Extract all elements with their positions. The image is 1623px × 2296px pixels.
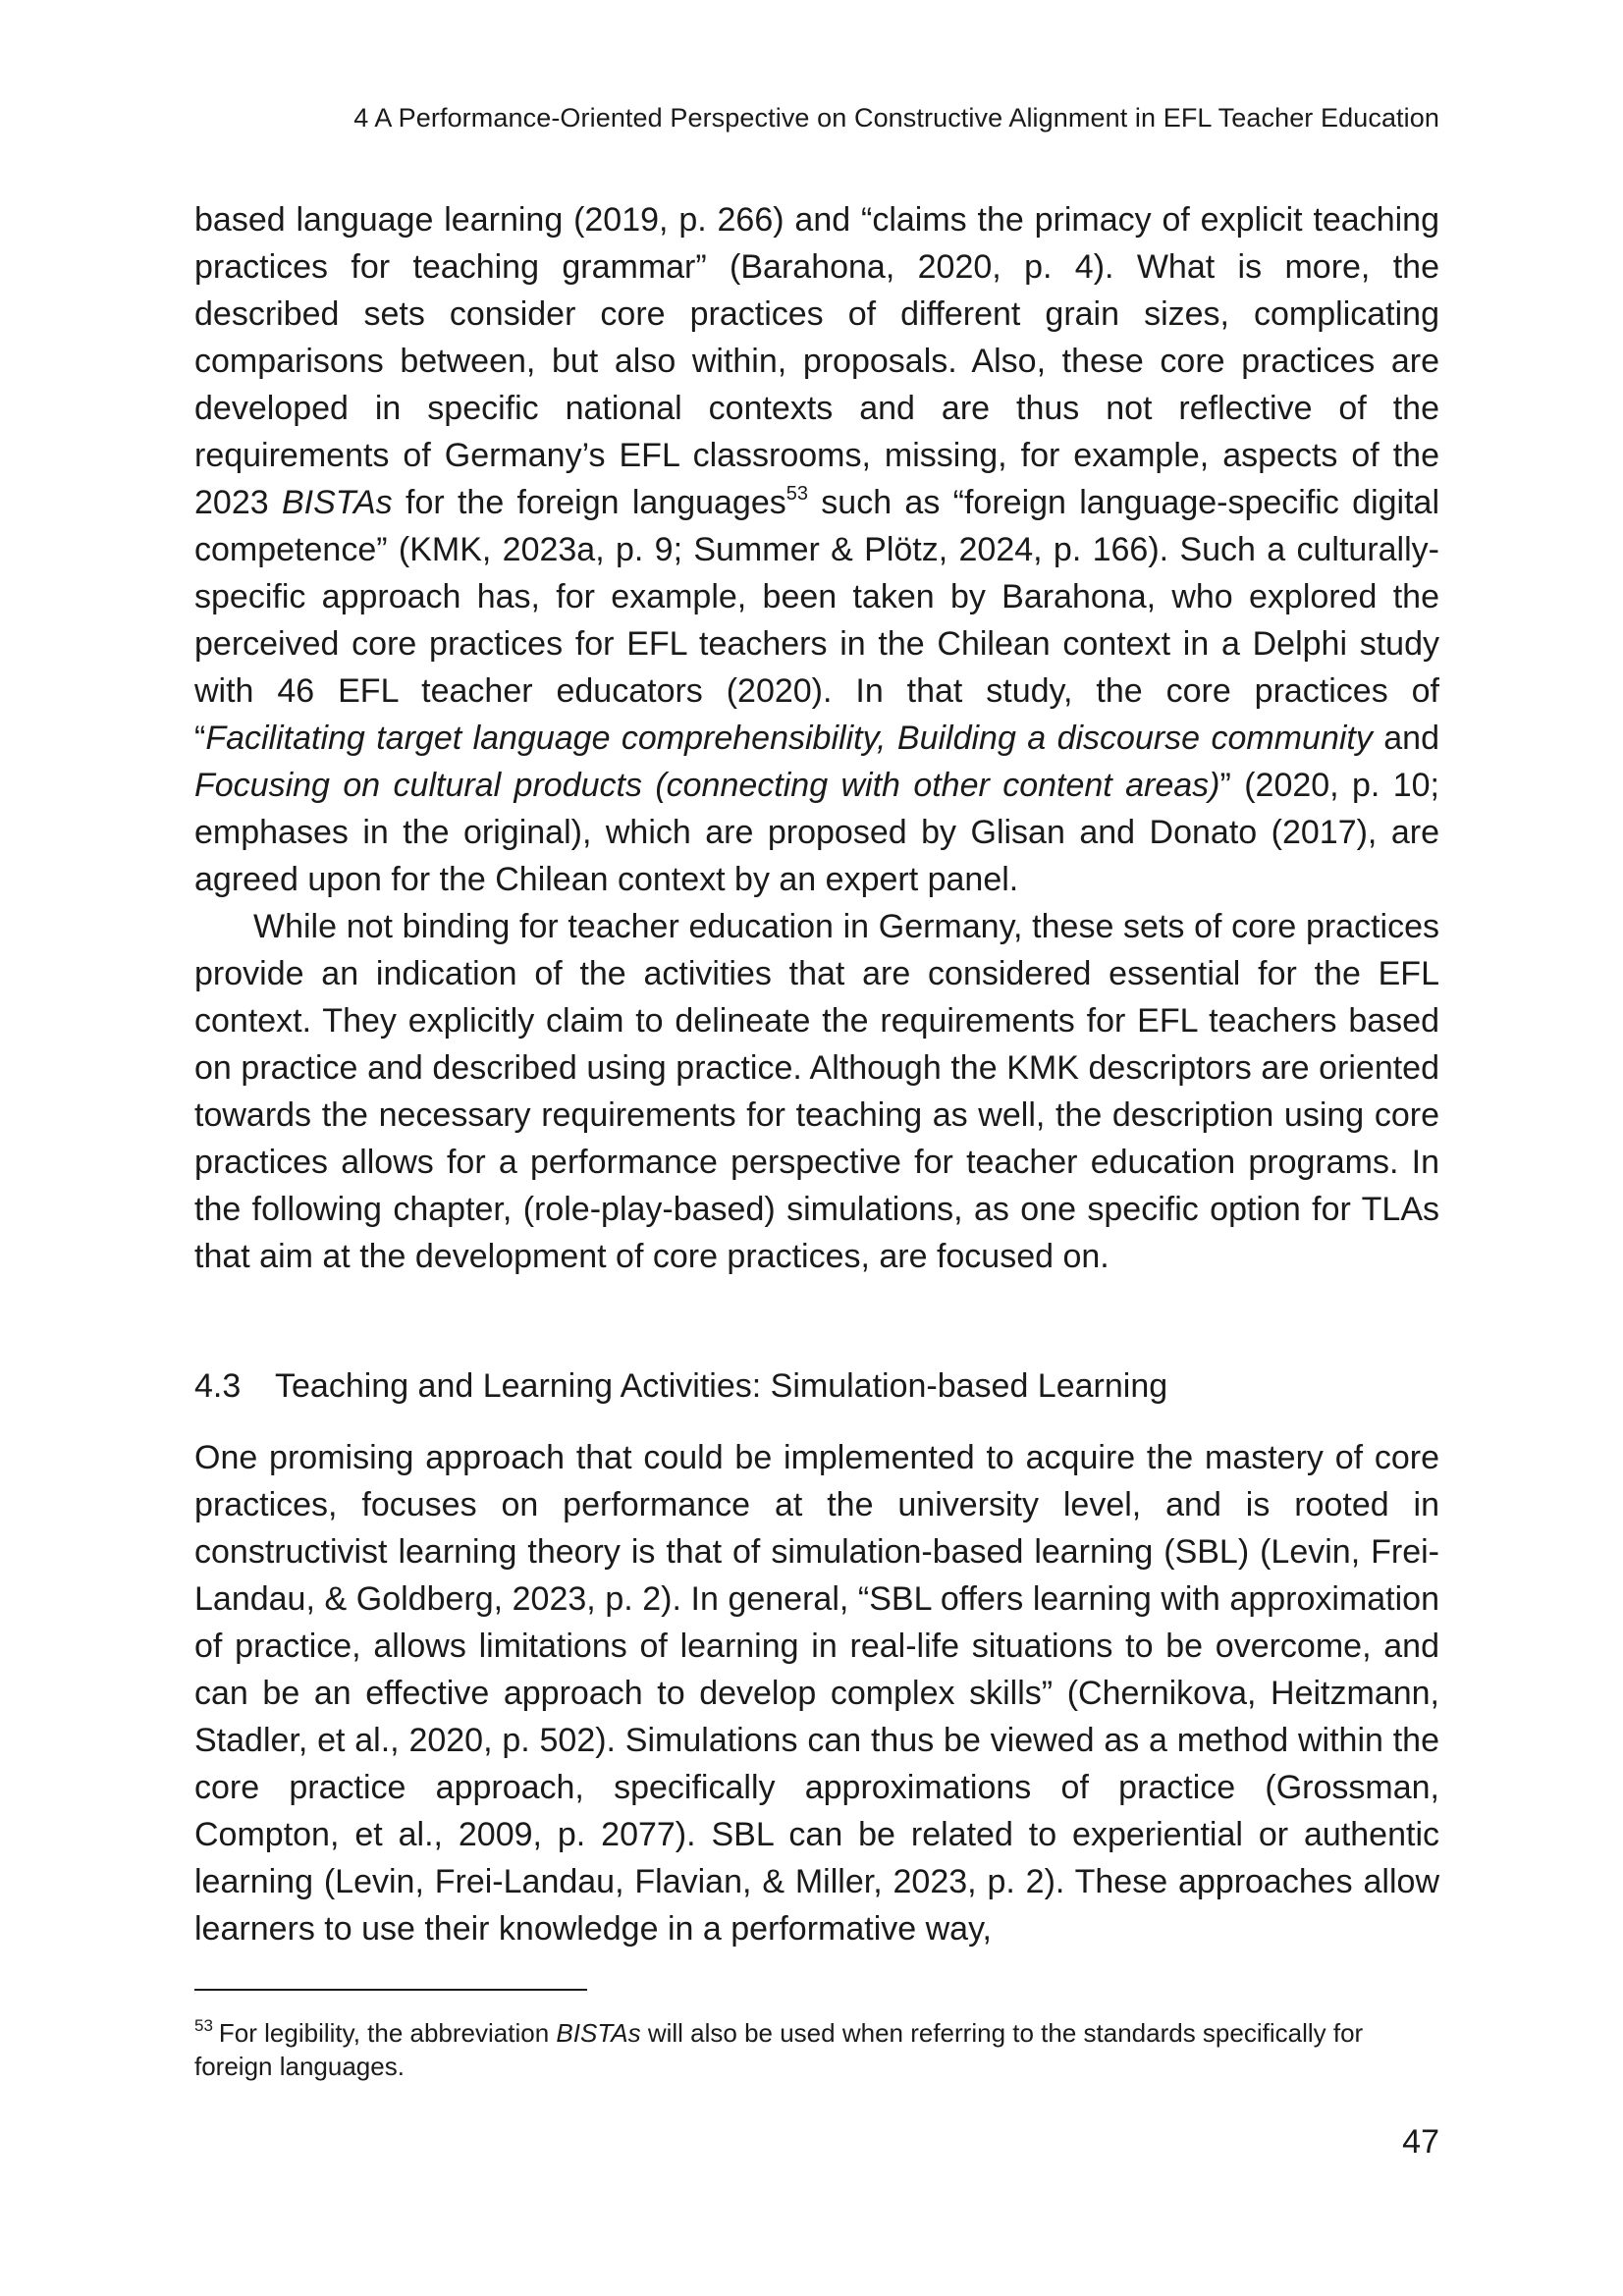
paragraph-germany: While not binding for teacher education in Germany, these sets of core practices provide an indication of the activities that are considered essential for the EFL context. They explicitly claim to delineate the requirements for EFL teachers based on practice and described using practice. Although the KMK descriptors are oriented towards the necessary requirements for teaching as well, the description using core practices allows for a performance perspective for teacher education programs. In the following chapter, (role-play-based) simulations, as one specific option for TLAs that aim at the development of core practices, are focused on. <box>194 908 1439 1275</box>
body-text-bottom <box>194 1434 1439 1952</box>
section-heading <box>194 1362 1439 1410</box>
section-title: Teaching and Learning Activities: Simulation-based Learning <box>275 1367 1168 1405</box>
page-number: 47 <box>1402 2123 1439 2161</box>
body-text-top <box>194 196 1439 1280</box>
section-number: 4.3 <box>194 1367 242 1405</box>
footnote-marker: 53 <box>194 2016 213 2035</box>
footnote: $^{53}$ For legibility, the abbreviation BISTAs will also be used when referring to the standards specifically for foreign languages. <box>194 2016 1364 2081</box>
paragraph-simulation: One promising approach that could be implemented to acquire the mastery of core practices, focuses on performance at the university level, and is rooted in constructivist learning theory is that of simulation-based learning (SBL) (Levin, Frei-Landau, & Goldberg, 2023, p. 2). In general, “SBL offers learning with approximation of practice, allows limitations of learning in real-life situations to be overcome, and can be an effective approach to develop complex skills” (Chernikova, Heitzmann, Stadler, et al., 2020, p. 502). Simulations can thus be viewed as a method within the core practice approach, specifically approximations of practice (Grossman, Compton, et al., 2009, p. 2077). SBL can be related to experiential or authentic learning (Levin, Frei-Landau, Flavian, & Miller, 2023, p. 2). These approaches allow learners to use their knowledge in a performative way, <box>194 1439 1439 1948</box>
footnote-reference[interactable]: 53 <box>785 483 808 505</box>
italic-cultural-products: Focusing on cultural products (connecting with other content areas) <box>194 767 1220 804</box>
footnote-divider <box>194 1989 587 1991</box>
running-header: 4 A Performance-Oriented Perspective on Constructive Alignment in EFL Teacher Education <box>353 103 1439 133</box>
italic-bistas: BISTAs <box>281 484 393 521</box>
footnote-italic-bistas: BISTAs <box>556 2018 641 2048</box>
italic-core-practices: Facilitating target language comprehensibility, Building a discourse community <box>205 720 1373 757</box>
paragraph-core-practices: based language learning (2019, p. 266) and “claims the primacy of explicit teaching practices for teaching grammar” (Barahona, 2020, p. 4). What is more, the described sets consider core practices of different grain sizes, complicating comparisons between, but also within, proposals. Also, these core practices are developed in specific national contexts and are thus not reflective of the requirements of Germany’s EFL classrooms, missing, for example, aspects of the 2023 BISTAs for the foreign languages$^{53}$ such as “foreign language-specific digital competence” (KMK, 2023a, p. 9; Summer & Plötz, 2024, p. 166). Such a culturally-specific approach has, for example, been taken by Barahona, who explored the perceived core practices for EFL teachers in the Chilean context in a Delphi study with 46 EFL teacher educators (2020). In that study, the core practices of “Facilitating target language comprehensibility, Building a discourse community and Focusing on cultural products (connecting with other content areas)” (2020, p. 10; emphases in the original), which are proposed by Glisan and Donato (2017), are agreed upon for the Chilean context by an expert panel. <box>194 201 1440 898</box>
